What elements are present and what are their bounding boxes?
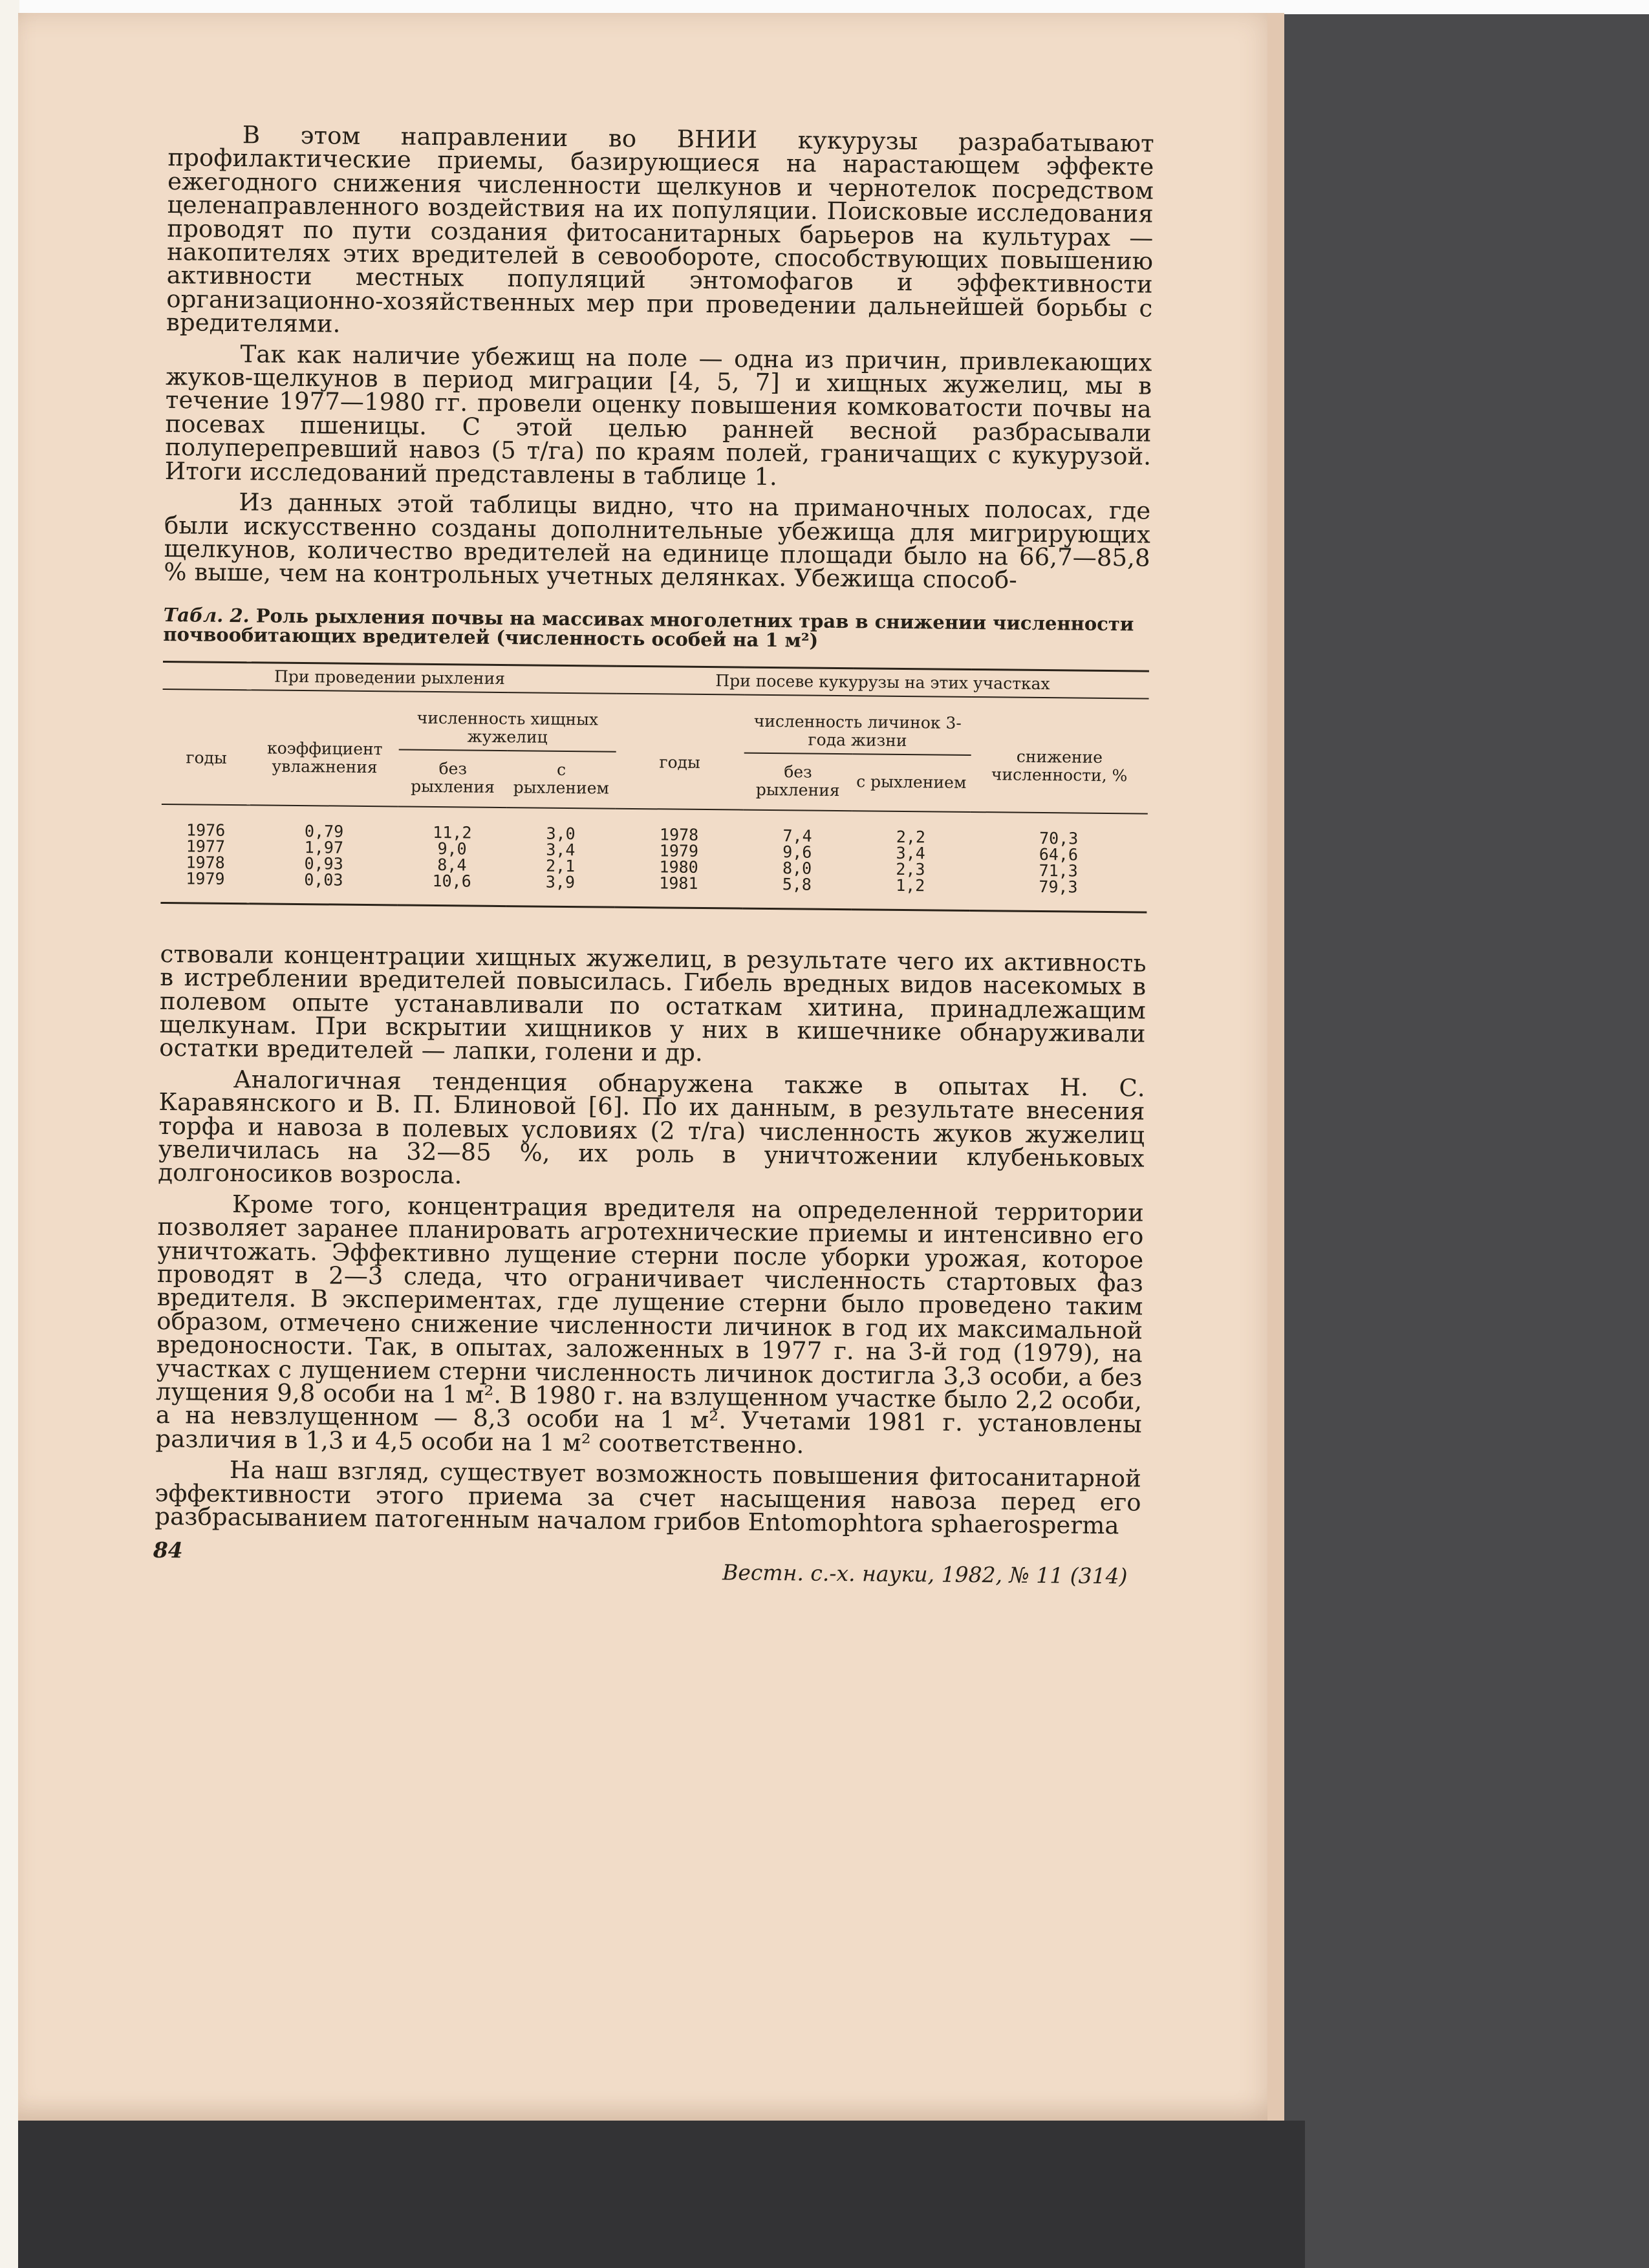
table-block [160, 605, 1149, 914]
col-header-larvae: численность личинок 3-года жизни [744, 694, 971, 754]
col-header-with: с рыхлением [513, 760, 610, 798]
data-table [160, 661, 1149, 914]
col-header-without: без рыхления [411, 758, 495, 797]
cell: 3,4 [546, 840, 576, 859]
paragraph: Кроме того, концентрация вредителя на определенной территории позволяет заранее планировать агротехнические приемы и интенсивно его уничтожать. Эффективно лущение стерни после уборки урожая, которое проводят в 2—3 следа, что ограничивает численность стартовых фаз вредителя. В экспериментах, где лущение стерни было проведено таким образом, отмечено снижение численности личинок в год их максимальной вредоносности. Так, в опытах, заложенных в 1977 г. на 3-й год (1979), на участках с лущением стерни численность личинок достигла 3,3 особи, а без лущения 9,8 особи на 1 м². В 1980 г. на взлущенном участке было 2,2 особи, а на невзлущенном — 8,3 особи на 1 м². Учетами 1981 г. установлены различия в 1,3 и 4,5 особи на 1 м² соответственно. [155, 1190, 1145, 1459]
cell: 70,3 [1039, 828, 1079, 848]
cell: 1981 [659, 873, 698, 893]
group-header-corn: При посеве кукурузы на этих участках [616, 666, 1149, 698]
page-right-edge [1267, 13, 1284, 2121]
col-header-predators: численность хищных жужелиц [399, 691, 616, 751]
cell: 1976 [186, 820, 226, 840]
cell: 79,3 [1039, 877, 1078, 897]
cell: 7,4 [782, 826, 812, 846]
cell: 64,6 [1039, 844, 1079, 864]
table-label: Табл. 2. [163, 603, 250, 626]
cell: 0,79 [304, 821, 344, 841]
cell: 3,0 [546, 824, 576, 843]
scan-top-edge [0, 0, 1649, 14]
col-header-reduction: снижение численности, % [991, 747, 1128, 786]
cell: 1,97 [304, 837, 344, 857]
page-number: 84 [153, 1537, 183, 1563]
table-caption [163, 605, 1150, 654]
cell: 2,1 [545, 856, 576, 875]
scanner-background [18, 2121, 1305, 2268]
cell: 1979 [659, 841, 699, 861]
cell: 9,6 [782, 842, 812, 862]
col-header-with-2: с рыхлением [856, 771, 967, 792]
paragraph: На наш взгляд, существует возможность повышения фитосанитарной эффективности этого приема за счет насыщения навоза перед его разбрасыванием патогенным началом грибов Entomophtora sphaerosperma [155, 1456, 1142, 1540]
cell: 1978 [186, 853, 225, 872]
scan-left-edge [0, 0, 19, 2268]
cell: 5,8 [782, 874, 812, 894]
col-header-years-2: годы [659, 753, 701, 772]
paragraph: Аналогичная тенденция обнаружена также в опытах Н. С. Каравянского и В. П. Блиновой [6]. По их данным, в результате внесения торфа и навоза в полевых условиях (2 т/га) численность жуков жужелиц увеличилась на 32—85 %, их роль в уничтожении клубеньковых долгоносиков возросла. [158, 1065, 1145, 1190]
paragraph: ствовали концентрации хищных жужелиц, в результате чего их активность в истреблении вредителей повысилась. Гибель вредных видов насекомых в полевом опыте устанавливали по остаткам хитина, принадлежащим щелкунам. При вскрытии хищников у них в кишечнике обнаруживали остатки вредителей — лапки, голени и др. [159, 939, 1147, 1067]
col-header-coefficient: коэффициент увлажнения [266, 738, 383, 776]
cell: 1977 [186, 837, 226, 856]
paragraph: Из данных этой таблицы видно, что на приманочных полосах, где были искусственно созданы дополнительные убежища для мигрирующих щелкунов, количество вредителей на единице площади было на 66,7—85,8 % выше, чем на контрольных учетных делянках. Убежища способ- [164, 488, 1151, 594]
cell: 8,0 [782, 858, 812, 878]
cell: 1980 [659, 857, 698, 877]
cell: 11,2 [433, 822, 472, 842]
paragraph: Так как наличие убежищ на поле — одна из причин, привлекающих жуков-щелкунов в период миграции [4, 5, 7] и хищных жужелиц, мы в течение 1977—1980 гг. провели оценку повышения комковатости почвы на посевах пшеницы. С этой целью ранней весной разбрасывали полуперепревший навоз (5 т/га) по краям полей, граничащих с кукурузой. Итоги исследований представлены в таблице 1. [164, 339, 1152, 491]
paragraph: В этом направлении во ВНИИ кукурузы разрабатывают профилактические приемы, базирующиеся на нарастающем эффекте ежегодного снижения численности щелкунов и чернотелок посредством целенаправленного воздействия на их популяции. Поисковые исследования проводят по пути создания фитосанитарных барьеров на культурах — накопителях этих вредителей в севообороте, способствующих повышению активности местных популяций энтомофагов и эффективности организационно-хозяйственных мер при проведении дальнейшей борьбы с вредителями. [166, 121, 1154, 338]
cell: 9,0 [437, 839, 467, 859]
cell: 10,6 [432, 871, 471, 891]
cell: 1978 [659, 825, 699, 844]
cell: 1,2 [896, 875, 925, 895]
group-header-loosening: При проведении рыхления [163, 661, 617, 693]
col-header-years: годы [186, 748, 228, 767]
cell: 3,4 [896, 843, 925, 863]
page-content [153, 121, 1154, 1589]
cell: 1979 [186, 869, 225, 888]
cell: 8,4 [437, 855, 467, 875]
cell: 71,3 [1039, 861, 1078, 881]
cell: 3,9 [545, 872, 576, 892]
table-title: Роль рыхления почвы на массивах многолетних трав в снижении численности почвообитающих вредителей (численность особей на 1 м²) [163, 604, 1134, 652]
cell: 0,03 [304, 870, 343, 890]
cell: 0,93 [304, 853, 343, 873]
journal-reference: Вестн. с.-х. науки, 1982, № 11 (314) [722, 1559, 1128, 1589]
cell: 2,2 [896, 827, 926, 847]
col-header-without-2: без рыхления [755, 762, 840, 800]
cell: 2,3 [896, 859, 925, 879]
